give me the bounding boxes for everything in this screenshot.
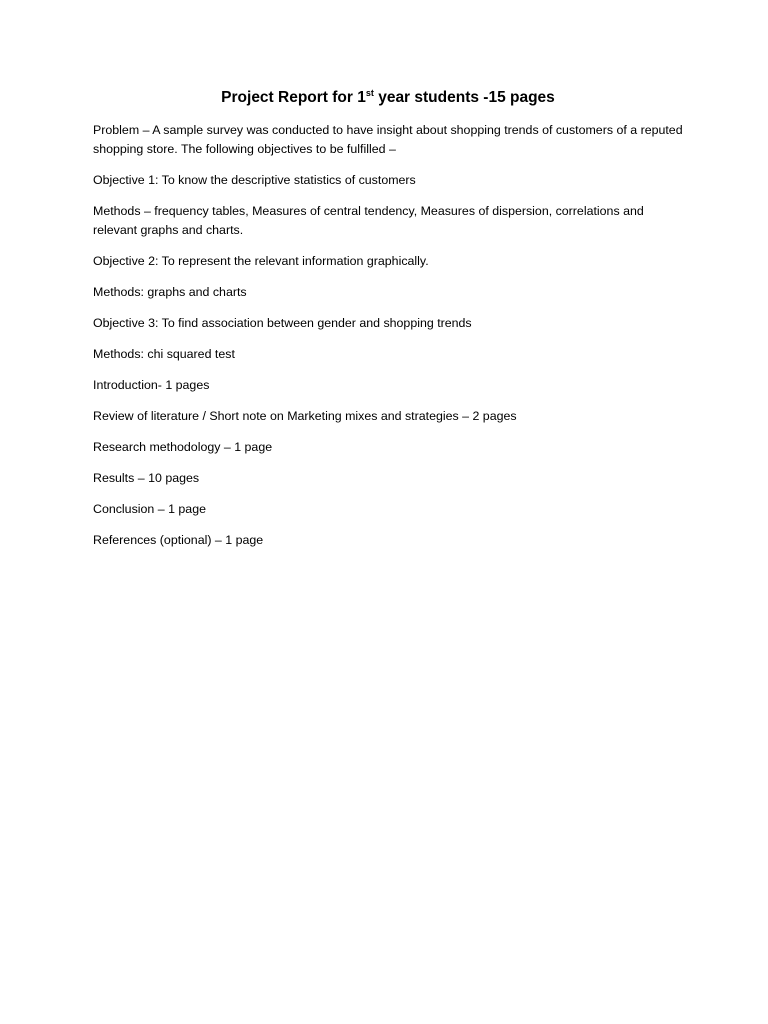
title-prefix: Project Report for 1 — [221, 89, 366, 106]
objective-3: Objective 3: To find association between gender and shopping trends — [93, 316, 472, 330]
section-research-methodology: Research methodology – 1 page — [93, 440, 273, 454]
methods-3: Methods: chi squared test — [93, 347, 235, 361]
document-body — [93, 86, 683, 562]
section-references: References (optional) – 1 page — [93, 533, 264, 547]
title-suffix: year students -15 pages — [373, 89, 555, 106]
section-conclusion: Conclusion – 1 page — [93, 502, 206, 516]
section-results: Results – 10 pages — [93, 471, 200, 485]
objective-1: Objective 1: To know the descriptive statistics of customers — [93, 173, 416, 187]
title-superscript: st — [365, 87, 374, 98]
problem-statement: Problem – A sample survey was conducted to have insight about shopping trends of customers of a reputed shopping store. The following objectives to be fulfilled – — [93, 123, 683, 156]
methods-1: Methods – frequency tables, Measures of central tendency, Measures of dispersion, correlations and relevant graphs and charts. — [93, 204, 644, 237]
methods-2: Methods: graphs and charts — [93, 285, 247, 299]
section-literature-review: Review of literature / Short note on Marketing mixes and strategies – 2 pages — [93, 409, 517, 423]
document-title — [93, 86, 683, 110]
section-introduction: Introduction- 1 pages — [93, 378, 210, 392]
objective-2: Objective 2: To represent the relevant information graphically. — [93, 254, 429, 268]
